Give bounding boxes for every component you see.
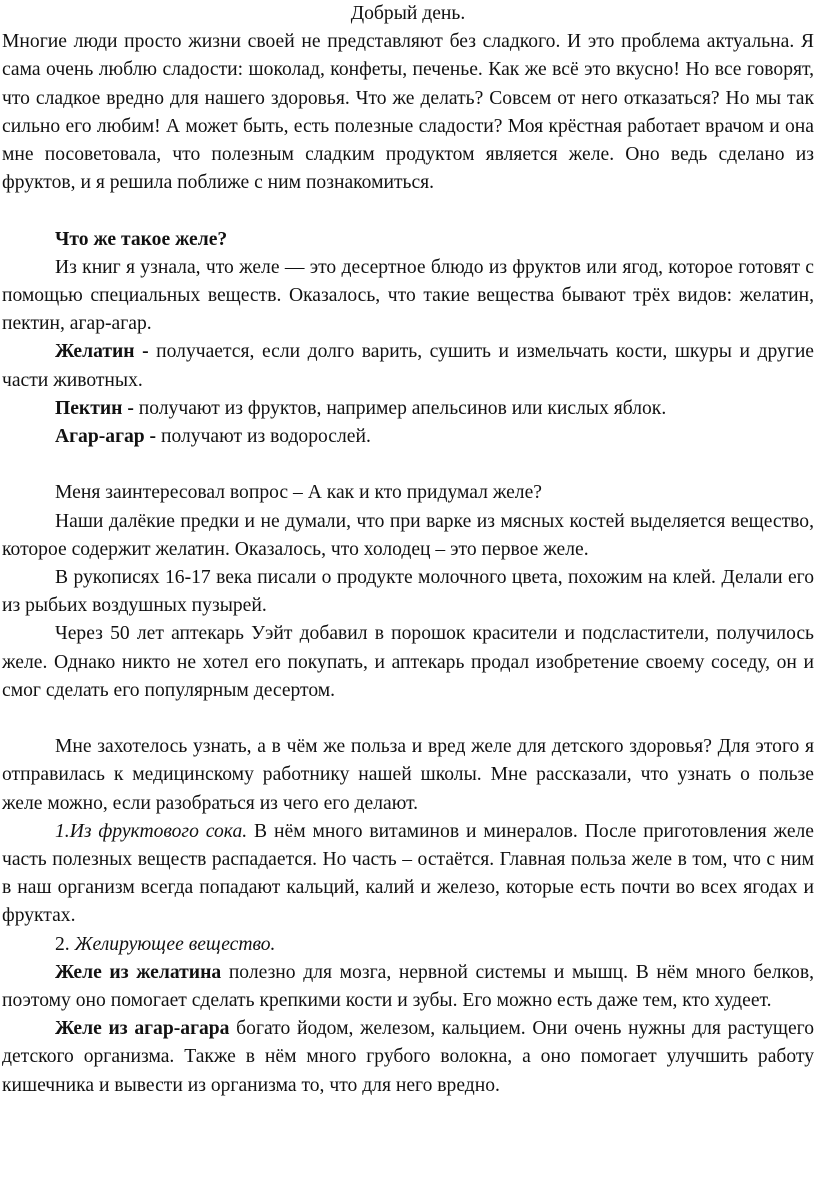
intro-paragraph: Многие люди просто жизни своей не представляют без сладкого. И это проблема актуальна. Я сама очень люблю сладости: шоколад, конфеты, печенье. Как же всё это вкусно! Но все говорят, что сладкое вредно для нашего здоровья. Что же делать? Совсем от него отказаться? Но мы так сильно его любим! А может быть, есть полезные сладости? Моя крёстная работает врачом и она мне посоветовала, что полезным сладким продуктом является желе. Оно ведь сделано из фруктов, и я решила поближе с ним познакомиться. xyxy=(2,31,814,194)
history-paragraph-2: В рукописях 16-17 века писали о продукте молочного цвета, похожим на клей. Делали его из рыбьих воздушных пузырей. xyxy=(2,567,814,617)
gelatin-jelly-paragraph xyxy=(2,959,814,1015)
pectin-term: Пектин - xyxy=(55,397,134,419)
history-paragraph-3: Через 50 лет аптекарь Уэйт добавил в порошок красители и подсластители, получилось желе. Однако никто не хотел его покупать, и аптекарь продал изобретение своему соседу, он и смог сделать его популярным десертом. xyxy=(2,623,814,701)
agar-jelly-text: богато йодом, железом, кальцием. Они очень нужны для растущего детского организма. Также в нём много грубого волокна, а оно помогает улучшить работу кишечника и вывести из организма то, что для него вредно. xyxy=(2,1018,815,1096)
document-title: Добрый день. xyxy=(350,3,466,24)
point-2-number: 2. xyxy=(55,933,75,955)
point-2-label: Желирующее вещество. xyxy=(74,933,276,955)
gelatin-definition xyxy=(2,338,814,394)
benefit-intro-paragraph: Мне захотелось узнать, а в чём же польза и вред желе для детского здоровья? Для этого я отправилась к медицинскому работнику нашей школы. Мне рассказали, что узнать о пользе желе можно, если разобраться из чего его делают. xyxy=(2,736,814,814)
blank-line xyxy=(2,451,814,479)
gelatin-term: Желатин - xyxy=(55,341,149,363)
gelatin-text: получается, если долго варить, сушить и измельчать кости, шкуры и другие части животных. xyxy=(2,341,815,391)
pectin-definition xyxy=(2,395,814,423)
gelatin-jelly-term: Желе из желатина xyxy=(55,961,222,983)
gelatin-jelly-text: полезно для мозга, нервной системы и мышц. В нём много белков, поэтому оно помогает сделать крепкими кости и зубы. Его можно есть даже тем, кто худеет. xyxy=(2,961,815,1012)
point-1-paragraph xyxy=(2,818,814,931)
point-2-paragraph xyxy=(2,931,814,959)
blank-line xyxy=(2,705,814,733)
agar-jelly-term: Желе из агар-агара xyxy=(55,1018,230,1040)
blank-line xyxy=(2,197,814,225)
agar-text: получают из водорослей. xyxy=(156,426,371,448)
agar-jelly-paragraph xyxy=(2,1015,814,1100)
history-paragraph-1: Наши далёкие предки и не думали, что при варке из мясных костей выделяется вещество, которое содержит желатин. Оказалось, что холодец – это первое желе. xyxy=(2,510,814,560)
agar-term: Агар-агар - xyxy=(55,426,157,448)
agar-definition xyxy=(2,423,814,451)
point-1-text: В нём много витаминов и минералов. После приготовления желе часть полезных веществ распадается. Но часть – остаётся. Главная польза желе в том, что с ним в наш организм всегда попадают кальций, калий и железо, которые есть почти во всех ягодах и фруктах. xyxy=(2,820,814,927)
point-1-label: 1.Из фруктового сока. xyxy=(55,820,248,842)
section-heading-text: Что же такое желе? xyxy=(55,228,228,250)
history-question: Меня заинтересовал вопрос – А как и кто придумал желе? xyxy=(55,482,542,504)
definition-paragraph: Из книг я узнала, что желе — это десертное блюдо из фруктов или ягод, которое готовят с помощью специальных веществ. Оказалось, что такие вещества бывают трёх видов: желатин, пектин, агар-агар. xyxy=(2,256,814,335)
section-heading xyxy=(2,226,814,254)
pectin-text: получают из фруктов, например апельсинов или кислых яблок. xyxy=(133,397,667,419)
